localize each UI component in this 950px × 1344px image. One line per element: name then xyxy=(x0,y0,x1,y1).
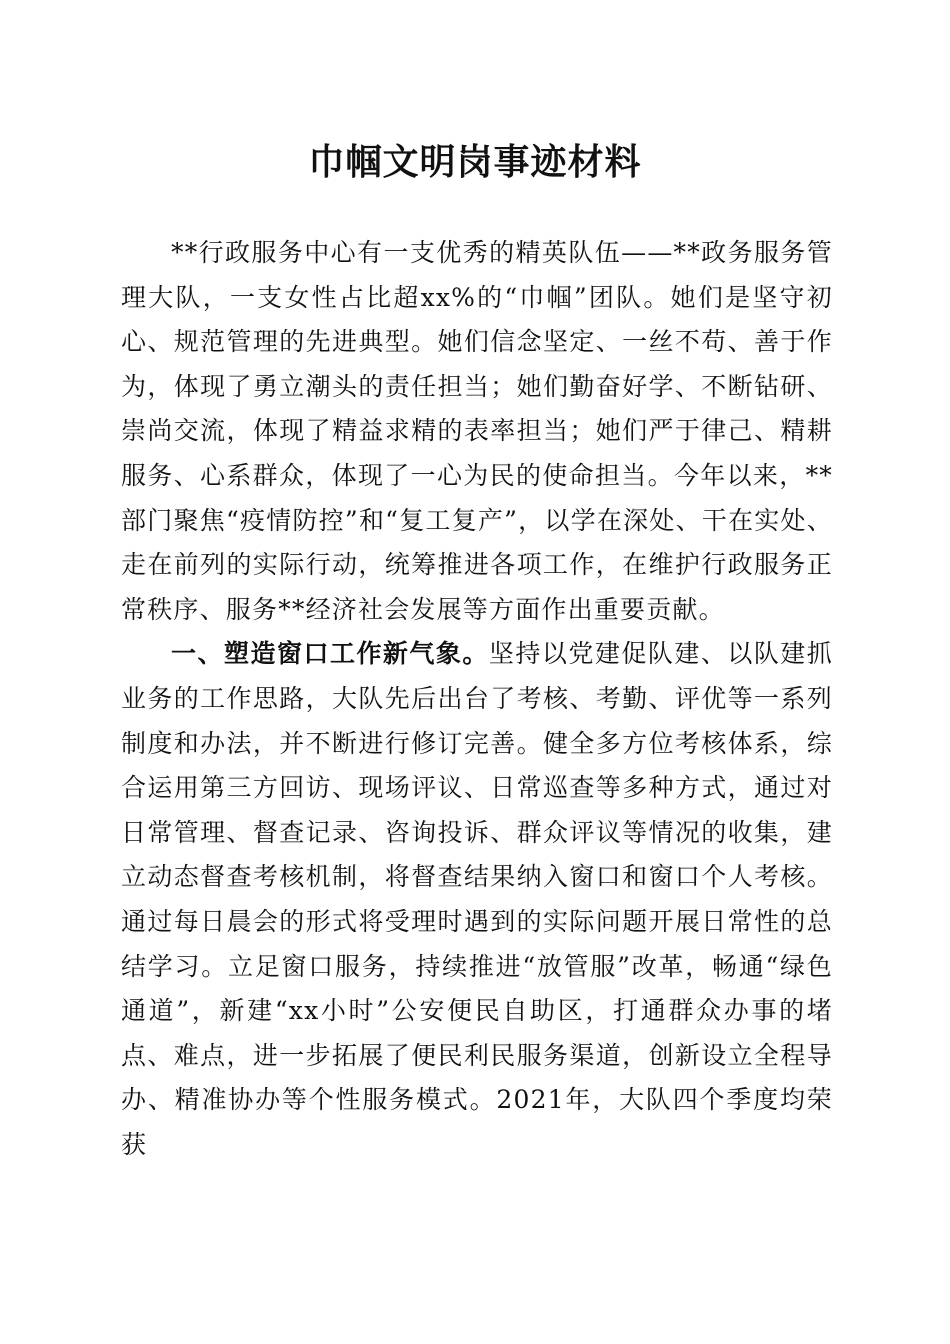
paragraph-text: 坚持以党建促队建、以队建抓业务的工作思路，大队先后出台了考核、考勤、评优等一系列制度和办法，并不断进行修订完善。健全多方位考核体系，综合运用第三方回访、现场评议、日常巡查等多种方式，通过对日常管理、督查记录、咨询投诉、群众评议等情况的收集，建立动态督查考核机制，将督查结果纳入窗口和窗口个人考核。通过每日晨会的形式将受理时遇到的实际问题开展日常性的总结学习。立足窗口服务，持续推进“放管服”改革，畅通“绿色通道”，新建“xx小时”公安便民自助区，打通群众办事的堵点、难点，进一步拓展了便民利民服务渠道，创新设立全程导办、精准协办等个性服务模式。2021年，大队四个季度均荣获 xyxy=(121,639,833,1159)
section-heading: 一、塑造窗口工作新气象。 xyxy=(171,639,489,669)
paragraph-text: **行政服务中心有一支优秀的精英队伍——**政务服务管理大队，一支女性占比超xx%的“巾帼”团队。她们是坚守初心、规范管理的先进典型。她们信念坚定、一丝不苟、善于作为，体现了勇立潮头的责任担当；她们勤奋好学、不断钻研、崇尚交流，体现了精益求精的表率担当；她们严于律己、精耕服务、心系群众，体现了一心为民的使命担当。今年以来，**部门聚焦“疫情防控”和“复工复产”，以学在深处、干在实处、走在前列的实际行动，统筹推进各项工作，在维护行政服务正常秩序、服务**经济社会发展等方面作出重要贡献。 xyxy=(121,238,833,624)
paragraph-intro xyxy=(121,231,833,632)
paragraph-section-1 xyxy=(121,632,833,1167)
document-title: 巾帼文明岗事迹材料 xyxy=(308,141,642,183)
document-body xyxy=(121,231,833,1167)
